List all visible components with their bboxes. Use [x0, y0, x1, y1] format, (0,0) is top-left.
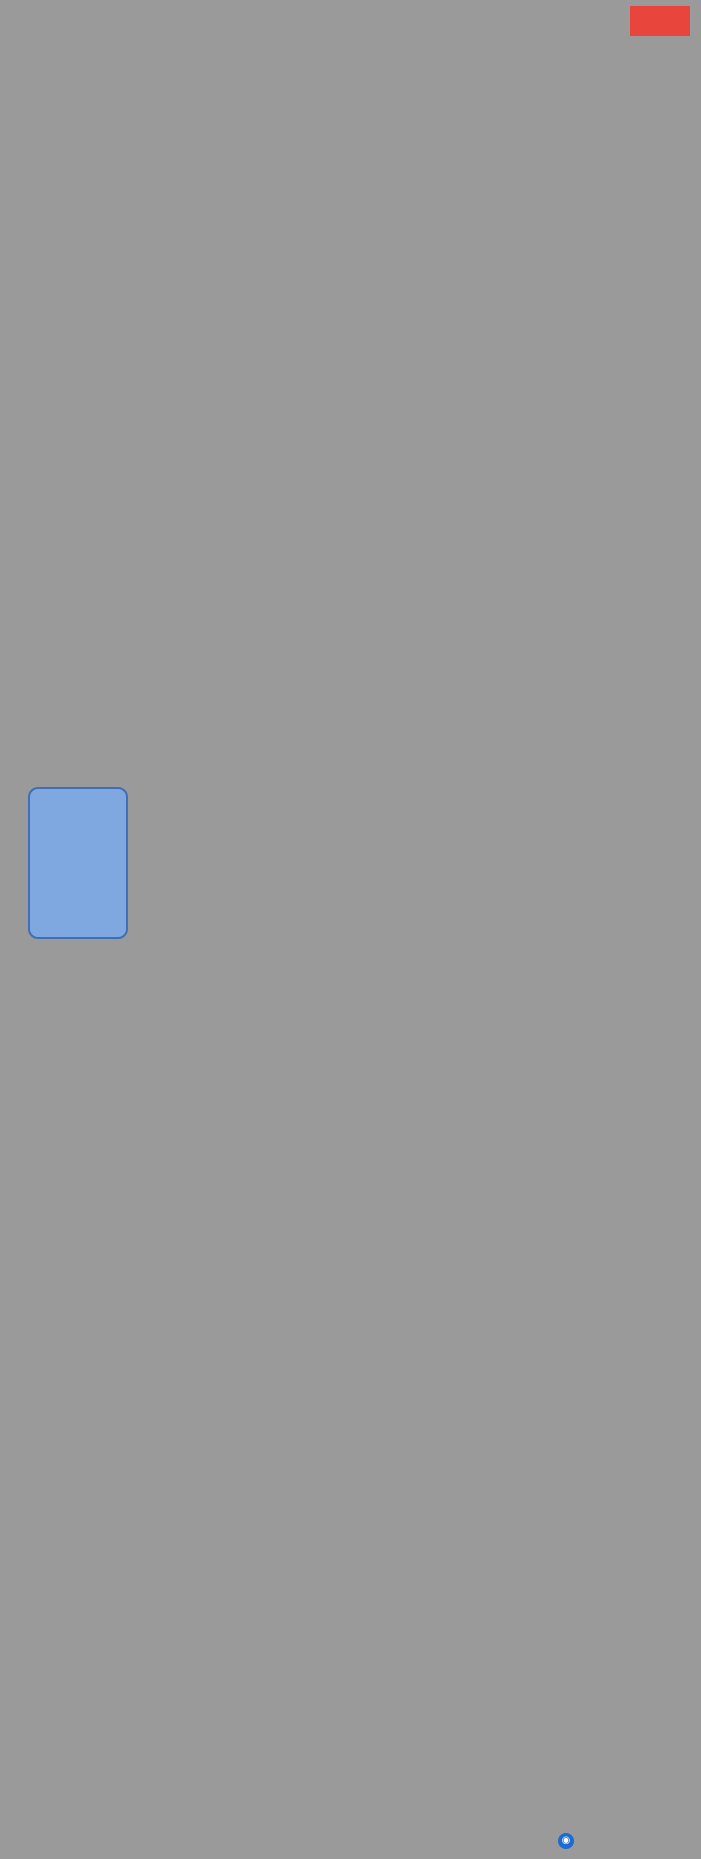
- xmind-logo: [630, 6, 690, 36]
- root-node: [28, 787, 128, 939]
- wechat-icon: ◉: [558, 1833, 574, 1849]
